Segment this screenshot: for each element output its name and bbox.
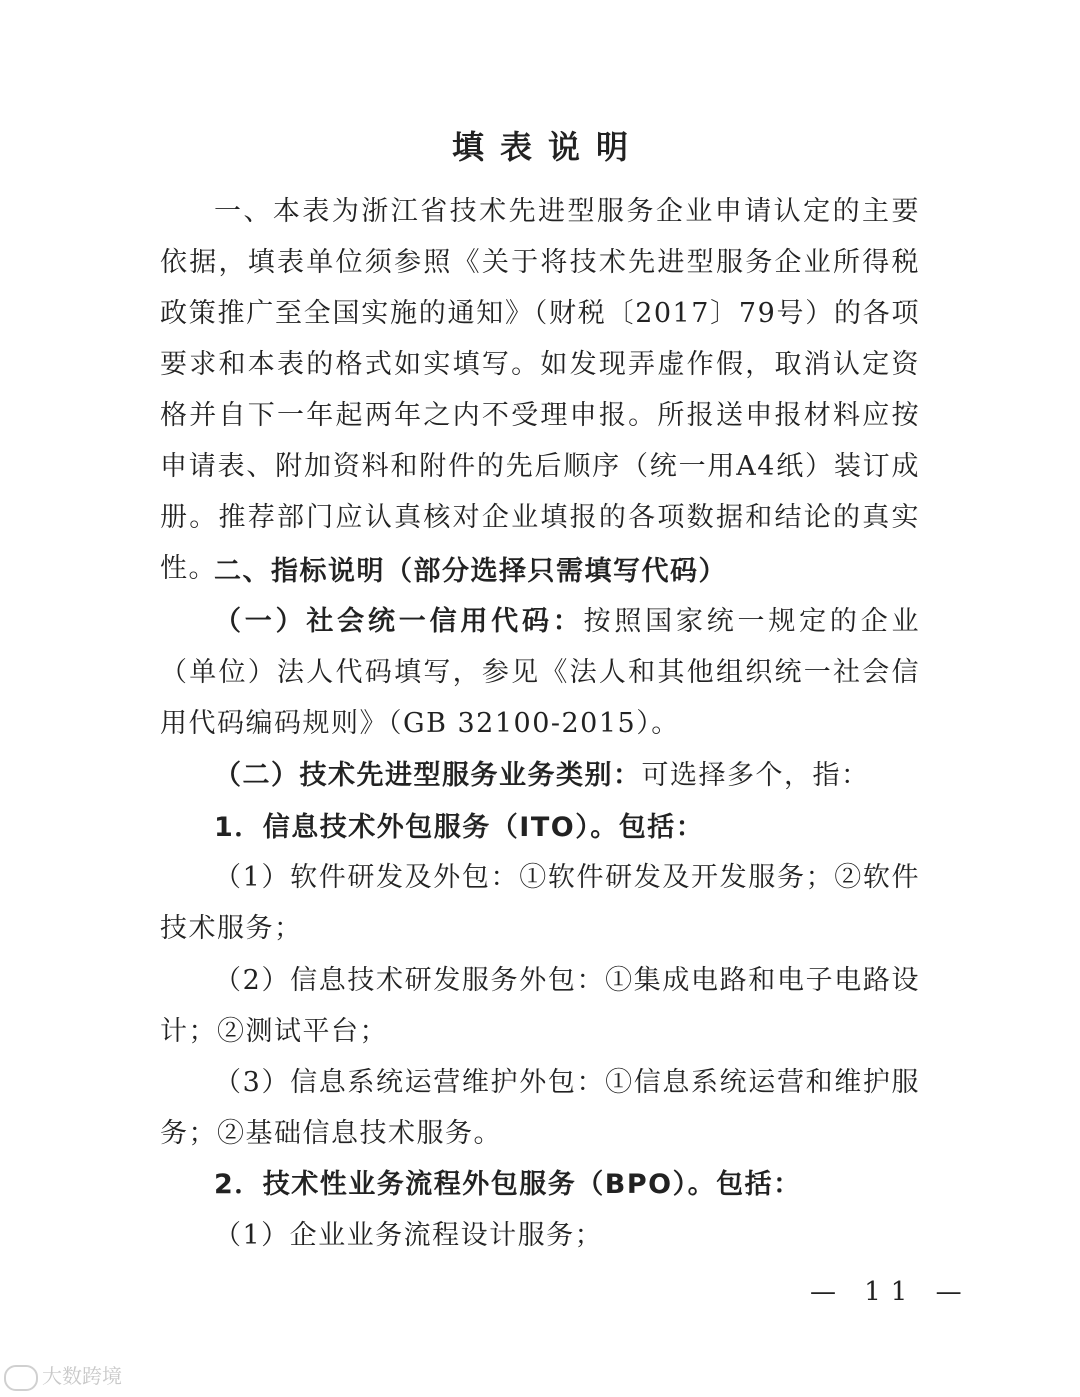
watermark-logo-icon <box>4 1365 38 1391</box>
service-category-text: 可选择多个，指： <box>641 760 870 791</box>
heading-ito: 1．信息技术外包服务（ITO）。包括： <box>214 812 705 843</box>
list-item-it-rd: （2）信息技术研发服务外包：①集成电路和电子电路设计；②测试平台； <box>160 965 920 1047</box>
heading-indicator-notes: 二、指标说明（部分选择只需填写代码） <box>214 556 727 587</box>
watermark <box>4 1360 122 1391</box>
page-number: — 11 — <box>810 1277 972 1307</box>
paragraph-service-category <box>160 750 920 801</box>
paragraph-general-instructions: 一、本表为浙江省技术先进型服务企业申请认定的主要依据，填表单位须参照《关于将技术先进型服务企业所得税政策推广至全国实施的通知》（财税〔2017〕79号）的各项要求和本表的格式如实填写。如发现弄虚作假，取消认定资格并自下一年起两年之内不受理申报。所报送申报材料应按申请表、附加资料和附件的先后顺序（统一用A4纸）装订成册。推荐部门应认真核对企业填报的各项数据和结论的真实性。 <box>160 196 920 584</box>
service-category-heading: （二）技术先进型服务业务类别： <box>214 760 642 791</box>
watermark-text: 大数跨境 <box>42 1364 122 1388</box>
list-item-process-design: （1）企业业务流程设计服务； <box>214 1220 604 1251</box>
page-title: 填表说明 <box>451 128 644 166</box>
list-item-it-operations: （3）信息系统运营维护外包：①信息系统运营和维护服务；②基础信息技术服务。 <box>160 1067 920 1149</box>
heading-bpo: 2．技术性业务流程外包服务（BPO）。包括： <box>214 1169 802 1200</box>
paragraph-credit-code <box>160 596 920 749</box>
credit-code-heading: （一）社会统一信用代码： <box>214 606 584 637</box>
list-item-software-rd: （1）软件研发及外包：①软件研发及开发服务；②软件技术服务； <box>160 862 920 944</box>
credit-code-text: 按照国家统一规定的企业（单位）法人代码填写，参见《法人和其他组织统一社会信用代码编码规则》（GB 32100-2015）。 <box>160 606 921 739</box>
